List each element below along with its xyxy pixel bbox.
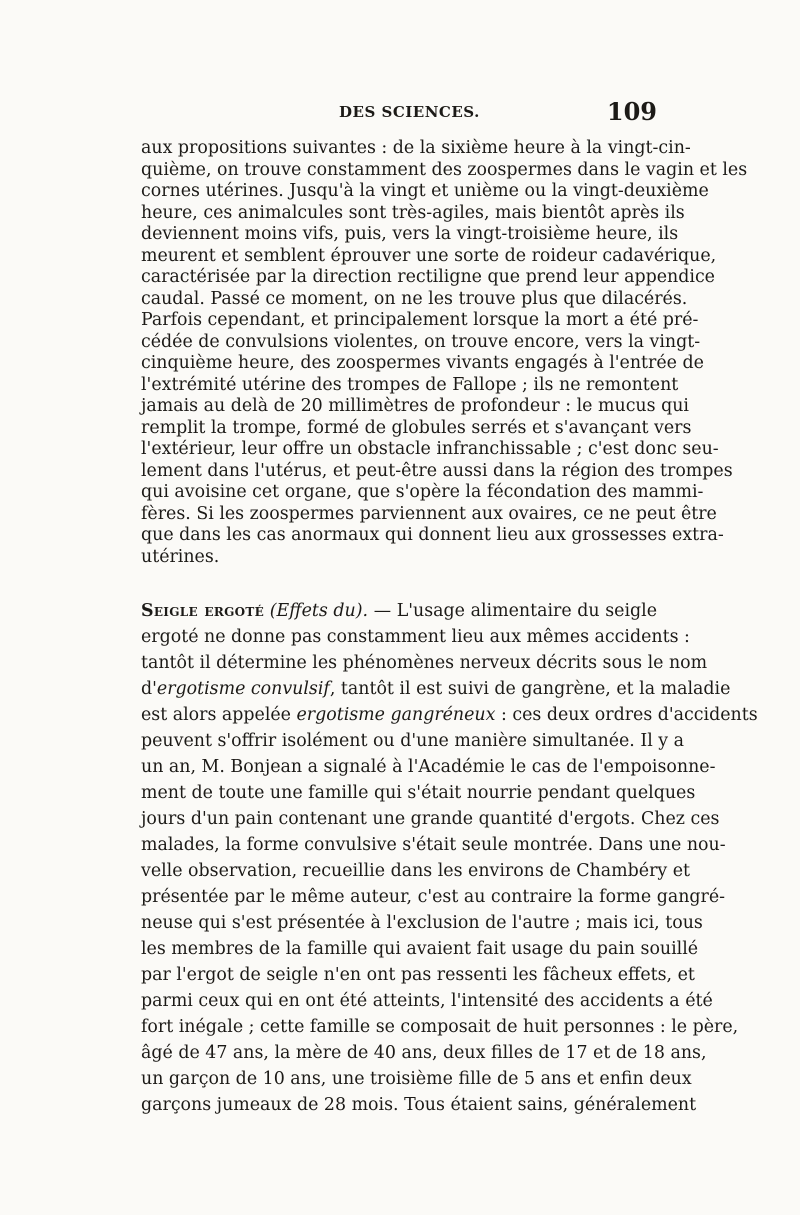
text-line: meurent et semblent éprouver une sorte de roideur cadavérique, (141, 245, 717, 266)
text-line: heure, ces animalcules sont très-agiles, mais bientôt après ils (141, 202, 685, 223)
text-line: qui avoisine cet organe, que s'opère la fécondation des mammi- (141, 482, 704, 502)
text-line: d'ergotisme convulsif, tantôt il est suivi de gangrène, et la maladie (141, 679, 731, 699)
text-line: caractérisée par la direction rectiligne que prend leur appendice (141, 267, 715, 287)
text-line: Seigle ergoté (Effets du). — L'usage alimentaire du seigle (141, 601, 657, 621)
text-line: Parfois cependant, et principalement lorsque la mort a été pré- (141, 310, 699, 330)
text-line: les membres de la famille qui avaient fait usage du pain souillé (141, 939, 699, 959)
text-line: l'extrémité utérine des trompes de Fallope ; ils ne remontent (141, 374, 679, 395)
text-line: jours d'un pain contenant une grande quantité d'ergots. Chez ces (141, 809, 720, 829)
section-heading: Seigle ergoté (141, 601, 265, 621)
page-number: 109 (606, 97, 657, 126)
text-line: utérines. (141, 546, 220, 567)
text-line: fères. Si les zoospermes parviennent aux ovaires, ce ne peut être (141, 503, 717, 524)
text-line: l'extérieur, leur offre un obstacle infranchissable ; c'est donc seu- (141, 439, 719, 459)
text-line: jamais au delà de 20 millimètres de profondeur : le mucus qui (141, 396, 689, 416)
text-line: cédée de convulsions violentes, on trouve encore, vers la vingt- (141, 331, 701, 352)
text-line: aux propositions suivantes : de la sixième heure à la vingt-cin- (141, 138, 691, 158)
text-line: garçons jumeaux de 28 mois. Tous étaient sains, généralement (141, 1095, 697, 1115)
text-line: velle observation, recueillie dans les environs de Chambéry et (141, 861, 691, 881)
text-line: malades, la forme convulsive s'était seule montrée. Dans une nou- (141, 835, 726, 855)
text-line: un garçon de 10 ans, une troisième fille de 5 ans et enfin deux (141, 1069, 692, 1089)
text-line: ergoté ne donne pas constamment lieu aux mêmes accidents : (141, 627, 690, 647)
text-line: présentée par le même auteur, c'est au contraire la forme gangré- (141, 887, 726, 907)
text-line: tantôt il détermine les phénomènes nerveux décrits sous le nom (141, 653, 708, 673)
text-line: peuvent s'offrir isolément ou d'une manière simultanée. Il y a (141, 731, 685, 751)
text-line: cinquième heure, des zoospermes vivants engagés à l'entrée de (141, 353, 704, 373)
text-line: âgé de 47 ans, la mère de 40 ans, deux filles de 17 et de 18 ans, (141, 1043, 707, 1063)
text-line: un an, M. Bonjean a signalé à l'Académie le cas de l'empoisonne- (141, 757, 716, 777)
text-line: parmi ceux qui en ont été atteints, l'intensité des accidents a été (141, 991, 713, 1011)
text-line: que dans les cas anormaux qui donnent lieu aux grossesses extra- (141, 525, 724, 545)
text-line: neuse qui s'est présentée à l'exclusion de l'autre ; mais ici, tous (141, 913, 703, 933)
text-line: cornes utérines. Jusqu'à la vingt et unième ou la vingt-deuxième (141, 181, 709, 201)
text-line: ment de toute une famille qui s'était nourrie pendant quelques (141, 783, 696, 803)
text-line: caudal. Passé ce moment, on ne les trouve plus que dilacérés. (141, 288, 688, 309)
page-header (141, 97, 657, 127)
text-line: quième, on trouve constamment des zoospermes dans le vagin et les (141, 159, 748, 180)
text-line: remplit la trompe, formé de globules serrés et s'avançant vers (141, 417, 692, 438)
text-line: par l'ergot de seigle n'en ont pas ressenti les fâcheux effets, et (141, 965, 695, 985)
term-ergotisme-gangreneux: ergotisme gangréneux (296, 705, 496, 725)
text-line: lement dans l'utérus, et peut-être aussi dans la région des trompes (141, 460, 733, 481)
term-ergotisme-convulsif: ergotisme convulsif (156, 679, 330, 699)
running-title: DES SCIENCES. (339, 103, 480, 121)
text-line: deviennent moins vifs, puis, vers la vingt-troisième heure, ils (141, 224, 679, 244)
text-line: est alors appelée ergotisme gangréneux : ces deux ordres d'accidents (141, 705, 758, 725)
text-line: fort inégale ; cette famille se composait de huit personnes : le père, (141, 1017, 739, 1037)
section-heading-sub: (Effets du). (269, 601, 369, 621)
